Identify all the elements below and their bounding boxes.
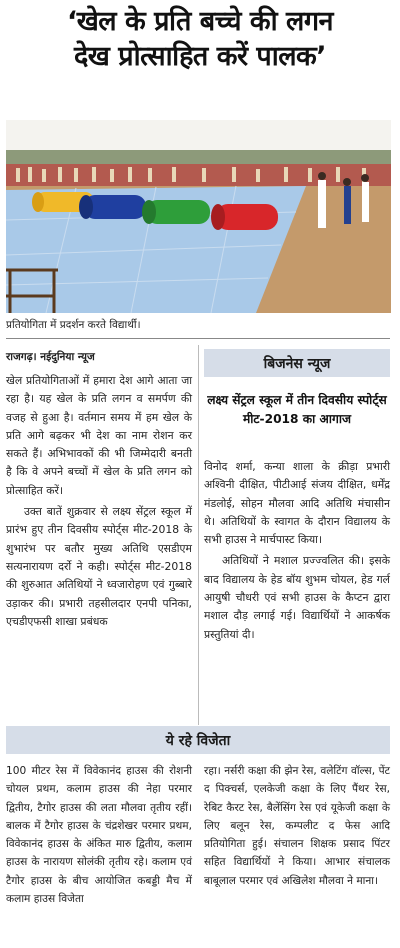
column-divider xyxy=(198,345,199,725)
headline-line-1: ‘खेल के प्रति बच्चे की लगन xyxy=(66,6,334,37)
business-headline: लक्ष्य सेंट्रल स्कूल में तीन दिवसीय स्पोर्ट्स मीट-2018 का आगाज xyxy=(207,393,387,426)
photo-crowd xyxy=(6,164,391,186)
photo-red-roll xyxy=(216,204,278,230)
winners-right-text: रहा। नर्सरी कक्षा की झेन रेस, वलेटिंग वॉल्स, पेंट द पिक्चर्स, एलकेजी कक्षा के लिए पैंथर रेस, रेबिट कैरट रेस, बैलेंसिंग रेस एवं यूकेजी कक्षा के लिए बलून रेस, कम्पलीट द फेस आदि प्रतियोगिता हुई। संचालन शिक्षक प्रसाद पिंटर सहित विद्यार्थियों ने किया। आभार संचालक बाबूलाल परमार एवं अखिलेश मौलवा ने माना। xyxy=(204,765,390,887)
left-article xyxy=(6,372,192,631)
winners-right-column xyxy=(204,762,390,890)
byline: राजगढ़। नईदुनिया न्यूज xyxy=(6,351,95,363)
winners-left-text: 100 मीटर रेस में विवेकानंद हाउस की रोशनी चोयल प्रथम, कलाम हाउस की नेहा परमार द्वितीय, टैगोर हाउस की लता मौलवा तृतीय रहीं। बालक में टैगोर हाउस के चंद्रशेखर परमार प्रथम, विवेकानंद हाउस के अंकित मारु द्वितीय, कलाम हाउस के नारायण सोलंकी तृतीय रहे। कलाम एवं टैगोर हाउस के बीच आयोजित कबड्डी मैच में कलाम हाउस विजेता xyxy=(6,765,192,906)
headline xyxy=(6,4,394,74)
divider-top xyxy=(6,338,390,339)
photo-treeline xyxy=(6,150,391,164)
winners-left-column xyxy=(6,762,192,908)
right-article xyxy=(204,458,390,644)
winners-label: ये रहे विजेता xyxy=(6,726,390,754)
photo-caption: प्रतियोगिता में प्रदर्शन करते विद्यार्थी। xyxy=(6,319,141,331)
headline-line-2: देख प्रोत्साहित करें पालक’ xyxy=(73,41,327,72)
sports-meet-photo xyxy=(6,120,391,313)
left-article-paragraph-1: खेल प्रतियोगिताओं में हमारा देश आगे आता जा रहा है। यह खेल के प्रति लगन व समर्पण की वजह से हुआ है। वर्तमान समय में हम खेल के प्रति आगे बढ़कर भी देश का नाम रोशन कर सकते हैं। अभिभावकों की भी जिम्मेदारी बनती है कि वे अपने बच्चों में खेल के प्रति लगन को प्रोत्साहित करें। xyxy=(6,374,192,497)
business-news-label: बिजनेस न्यूज xyxy=(204,349,390,377)
left-article-paragraph-2: उक्त बातें शुक्रवार से लक्ष्य सेंट्रल स्कूल में प्रारंभ हुए तीन दिवसीय स्पोर्ट्स मीट-2018 के शुभारंभ पर बतौर मुख्य अतिथि एसडीएम सत्यनारायण दर्रो ने कही। स्पोर्ट्स मीट-2018 की शुरुआत अतिथियों ने ध्वजारोहण एवं गुब्बारे उड़ाकर की। प्रभारी तहसीलदार एनपी पनिका, एचडीएफसी शाखा प्रबंधक xyxy=(6,505,192,628)
right-article-paragraph-2: अतिथियों ने मशाल प्रज्ज्वलित की। इसके बाद विद्यालय के हेड बॉय शुभम चोयल, हेड गर्ल आयुषी चौधरी एवं सभी हाउस के कैप्टन द्वारा मशाल दौड़ लगाई गई। विद्यार्थियों ने आकर्षक प्रस्तुतियां दी। xyxy=(204,554,390,641)
photo-blue-roll xyxy=(84,195,146,219)
right-article-paragraph-1: विनोद शर्मा, कन्या शाला के क्रीड़ा प्रभारी अश्विनी दीक्षित, पीटीआई संजय दीक्षित, धर्मेंद्र मंडलोई, सोहन मौलवा आदि अतिथि मंचासीन थे। अतिथियों के स्वागत के दौरान विद्यालय के सभी हाउस ने मार्चपास्ट किया। xyxy=(204,460,390,547)
